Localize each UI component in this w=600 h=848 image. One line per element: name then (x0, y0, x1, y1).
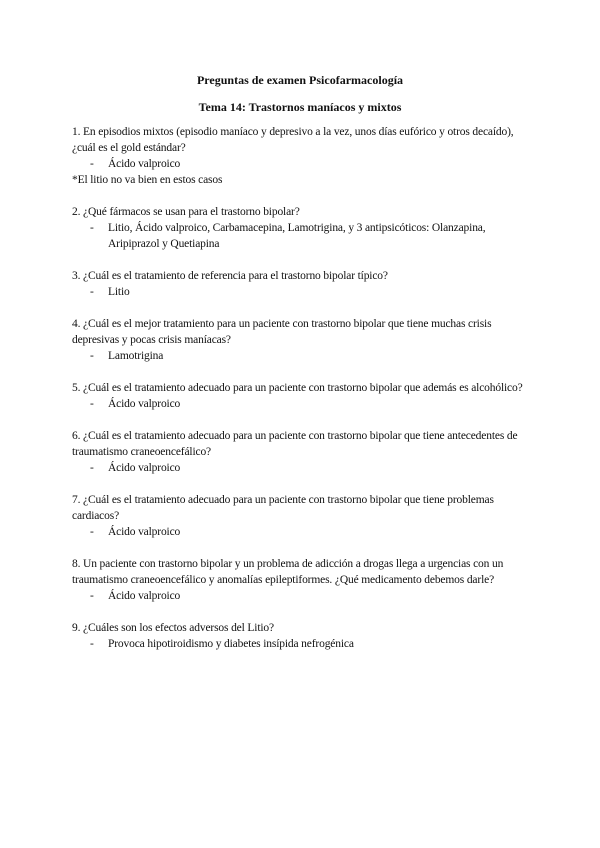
answer-list (72, 460, 532, 476)
question-item-7 (72, 492, 532, 540)
answer-item (72, 220, 532, 252)
question-text: 9. ¿Cuáles son los efectos adversos del Litio? (72, 622, 274, 634)
answer-text: Ácido valproico (108, 158, 181, 170)
question-text: 2. ¿Qué fármacos se usan para el trastorno bipolar? (72, 206, 300, 218)
answer-item (72, 588, 532, 604)
answer-item (72, 396, 532, 412)
question-item-3 (72, 268, 532, 300)
question-item-4 (72, 316, 532, 364)
question-text: 3. ¿Cuál es el tratamiento de referencia para el trastorno bipolar típico? (72, 270, 388, 282)
bullet-dash: - (90, 590, 94, 602)
question-item-2 (72, 204, 532, 252)
answer-list (72, 284, 532, 300)
bullet-dash: - (90, 350, 94, 362)
bullet-dash: - (90, 222, 94, 234)
question-note: *El litio no va bien en estos casos (72, 174, 223, 186)
question-text: 6. ¿Cuál es el tratamiento adecuado para un paciente con trastorno bipolar que tiene antecedentes de traumatismo craneoencefálico? (72, 430, 518, 458)
answer-text: Litio (108, 286, 130, 298)
bullet-dash: - (90, 286, 94, 298)
answer-item (72, 348, 532, 364)
question-text: 1. En episodios mixtos (episodio maníaco y depresivo a la vez, unos días eufórico y otros decaído), ¿cuál es el gold estándar? (72, 126, 514, 154)
answer-text: Ácido valproico (108, 590, 181, 602)
answer-text: Lamotrigina (108, 350, 164, 362)
document-subtitle: Tema 14: Trastornos maníacos y mixtos (198, 100, 402, 114)
answer-item (72, 636, 532, 652)
answer-item (72, 156, 532, 172)
bullet-dash: - (90, 462, 94, 474)
answer-list (72, 220, 532, 252)
answer-text: Ácido valproico (108, 398, 181, 410)
bullet-dash: - (90, 526, 94, 538)
answer-item (72, 284, 532, 300)
answer-list (72, 396, 532, 412)
question-item-9 (72, 620, 532, 652)
answer-text: Ácido valproico (108, 526, 181, 538)
answer-text: Ácido valproico (108, 462, 181, 474)
answer-list (72, 636, 532, 652)
bullet-dash: - (90, 398, 94, 410)
question-text: 4. ¿Cuál es el mejor tratamiento para un paciente con trastorno bipolar que tiene muchas crisis depresivas y pocas crisis maníacas? (72, 318, 492, 346)
answer-list (72, 524, 532, 540)
questions-list (72, 124, 532, 668)
question-item-8 (72, 556, 532, 604)
answer-item (72, 524, 532, 540)
bullet-dash: - (90, 638, 94, 650)
question-item-6 (72, 428, 532, 476)
question-text: 7. ¿Cuál es el tratamiento adecuado para un paciente con trastorno bipolar que tiene problemas cardiacos? (72, 494, 494, 522)
answer-list (72, 348, 532, 364)
document-title: Preguntas de examen Psicofarmacología (196, 73, 404, 87)
answer-item (72, 460, 532, 476)
question-text: 8. Un paciente con trastorno bipolar y un problema de adicción a drogas llega a urgencias con un traumatismo craneoencefálico y anomalías epileptiformes. ¿Qué medicamento debemos darle? (72, 558, 504, 586)
question-text: 5. ¿Cuál es el tratamiento adecuado para un paciente con trastorno bipolar que además es alcohólico? (72, 382, 523, 394)
answer-list (72, 156, 532, 172)
bullet-dash: - (90, 158, 94, 170)
question-item-5 (72, 380, 532, 412)
answer-text: Provoca hipotiroidismo y diabetes insípida nefrogénica (108, 638, 354, 650)
answer-text: Litio, Ácido valproico, Carbamacepina, Lamotrigina, y 3 antipsicóticos: Olanzapina, Aripiprazol y Quetiapina (108, 222, 486, 250)
question-item-1 (72, 124, 532, 188)
answer-list (72, 588, 532, 604)
